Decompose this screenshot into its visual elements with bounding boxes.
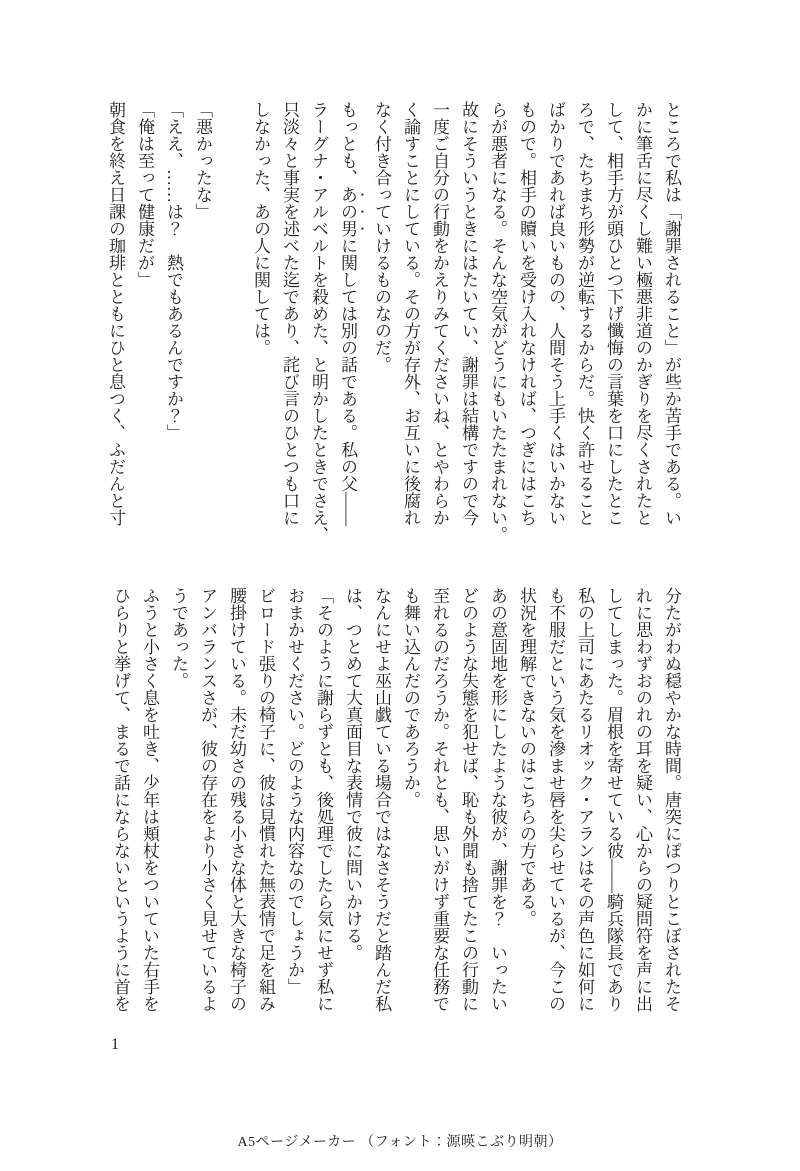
text-line: く諭すことにしている。その方が存外、お互いに後腐れ (401, 101, 420, 526)
page-number: 1 (111, 1036, 119, 1053)
text-line: は、つとめて大真面目な表情で彼に問いかける。 (343, 587, 362, 961)
text-block-bottom (106, 587, 686, 1012)
text-line-with-emphasis (333, 101, 367, 526)
text-line: どのような失態を犯せば、恥も外聞も捨てたこの行動に (459, 587, 478, 1012)
text-line: も舞い込んだのであろうか。 (401, 587, 420, 808)
text-line: しなかった、あの人に関しては。 (251, 101, 270, 356)
text-line: うであった。 (169, 587, 188, 689)
text-line: 一度ご自分の行動をかえりみてくださいね、とやわらか (430, 101, 449, 526)
text-line: ばかりであれば良いものの、人間そう上手くはいかない (546, 101, 565, 526)
text-line: もので。相手の贖いを受け入れなければ、つぎにはこち (517, 101, 536, 526)
text-line: 私の上司にあたるリオック・アランはその声色に如何に (575, 587, 594, 1012)
text-line: してしまった。眉根を寄せている彼――騎兵隊長であり (604, 587, 623, 1012)
text-line: なんにせよ巫山戯ている場合ではなさそうだと踏んだ私 (372, 587, 391, 1012)
text-line: ふうと小さく息を吐き、少年は頬杖をついていた右手を (140, 587, 159, 1012)
text-line: ビロード張りの椅子に、彼は見慣れた無表情で足を組み (256, 587, 275, 1012)
text-line: らが悪者になる。そんな空気がどうにもいたたまれない。 (488, 101, 507, 543)
text-line: 朝食を終え日課の珈琲とともにひと息つく、ふだんと寸 (106, 101, 125, 526)
text-line-segment: に関しては別の話である。私の父―― (338, 237, 357, 526)
text-line-segment: もっとも、 (338, 101, 357, 186)
text-line: なく付き合っていけるものなのだ。 (372, 101, 391, 373)
text-line: ところで私は「謝罪されること」が些か苦手である。い (662, 101, 681, 526)
text-line: 故にそういうときにはたいてい、謝罪は結構ですので今 (459, 101, 478, 526)
text-line: 「俺は至って健康だが」 (135, 101, 154, 288)
text-line: れに思わずおのれの耳を疑い、心からの疑問符を声に出 (633, 587, 652, 1012)
emphasized-text: あの男 (338, 186, 357, 237)
text-line: かに筆舌に尽くし難い極悪非道のかぎりを尽くされたと (633, 101, 652, 526)
text-line: 腰掛けている。未だ幼さの残る小さな体と大きな椅子の (227, 587, 246, 1012)
footer-caption: A5ページメーカー （フォント：源暎こぶり明朝） (237, 1135, 563, 1150)
text-line: 状況を理解できないのはこちらの方である。 (517, 587, 536, 927)
text-line: 「ええ、……は？ 熱でもあるんですか？」 (164, 101, 183, 441)
text-line: 「そのように謝らずとも、後処理でしたら気にせず私に (314, 587, 333, 1012)
text-line: 分たがわぬ穏やかな時間。唐突にぽつりとこぼされたそ (662, 587, 681, 1012)
text-line: も不服だという気を滲ませ唇を尖らせているが、今この (546, 587, 565, 1012)
text-line: ひらりと挙げて、まるで話にならないというように首を (111, 587, 130, 1012)
text-line: あの意固地を形にしたような彼が、謝罪を？ いったい (488, 587, 507, 1012)
blank-line (217, 101, 246, 523)
text-block-top (101, 101, 686, 543)
text-line: ラーグナ・アルベルトを殺めた、と明かしたときでさえ、 (309, 101, 328, 543)
text-line: 至れるのだろうか。それとも、思いがけず重要な任務で (430, 587, 449, 1012)
text-line: アンバランスさが、彼の存在をより小さく見せているよ (198, 587, 217, 1012)
text-line: おまかせください。どのような内容なのでしょうか」 (285, 587, 304, 995)
text-line: 「悪かったな」 (193, 101, 212, 220)
text-line: して、相手方が頭ひとつ下げ懺悔の言葉を口にしたとこ (604, 101, 623, 526)
text-line: 只淡々と事実を述べた迄であり、詫び言のひとつも口に (280, 101, 299, 526)
text-line: ろで、たちまち形勢が逆転するからだ。快く許せること (575, 101, 594, 526)
